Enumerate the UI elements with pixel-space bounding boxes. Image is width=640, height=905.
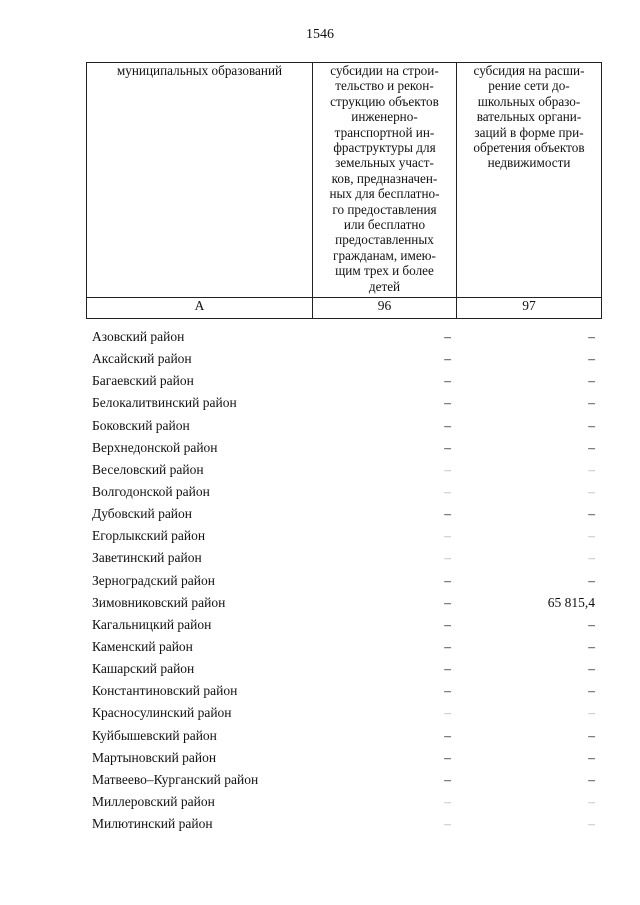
table-row [86, 525, 601, 547]
row-value-97: – [588, 329, 595, 344]
header-col-municipality [87, 63, 313, 298]
row-value-97: – [588, 506, 595, 522]
row-value-97: – [588, 661, 595, 677]
row-name: Миллеровский район [92, 793, 215, 809]
row-name: Зимовниковский район [92, 594, 226, 610]
row-name: Боковский район [92, 417, 190, 433]
row-name: Азовский район [92, 329, 185, 344]
row-value-96: – [444, 395, 451, 411]
table-row [86, 326, 601, 348]
row-name: Куйбышевский район [92, 727, 217, 743]
row-value-96: – [444, 771, 451, 787]
table-row [86, 370, 601, 392]
row-value-96: – [444, 661, 451, 677]
row-value-97: – [588, 727, 595, 743]
header-col-97 [457, 63, 602, 298]
row-value-97: – [588, 572, 595, 588]
row-value-97: – [588, 461, 595, 477]
row-value-96: – [444, 572, 451, 588]
row-value-96: – [444, 417, 451, 433]
row-value-96: – [444, 351, 451, 367]
row-value-96: – [444, 373, 451, 389]
table-row [86, 614, 601, 636]
row-value-97: – [588, 395, 595, 411]
table-row [86, 636, 601, 658]
page-number: 1546 [306, 27, 334, 42]
row-name: Кагальницкий район [92, 616, 212, 632]
row-value-97: – [588, 771, 595, 787]
row-value-97: – [588, 638, 595, 654]
row-value-96: – [444, 749, 451, 765]
row-value-96: – [444, 727, 451, 743]
column-number-row [87, 298, 602, 319]
row-value-96: – [444, 506, 451, 522]
row-value-96: – [444, 528, 451, 544]
row-value-97: – [588, 749, 595, 765]
table-row [86, 813, 601, 835]
row-value-97: 65 815,4 [547, 594, 595, 610]
table-row [86, 547, 601, 569]
row-name: Зерноградский район [92, 572, 215, 588]
row-value-96: – [444, 483, 451, 499]
table-body [86, 326, 601, 835]
header-col-97-label: субсидия на расши- рение сети до- школьных образо- вательных органи- заций в форме при- обретения объектов недвижимости [473, 63, 585, 171]
row-value-97: – [588, 439, 595, 455]
table-row [86, 392, 601, 414]
table-row [86, 658, 601, 680]
table-row [86, 725, 601, 747]
row-value-97: – [588, 417, 595, 433]
row-name: Верхнедонской район [92, 439, 218, 455]
header-col-96 [313, 63, 457, 298]
table-row [86, 702, 601, 724]
row-value-97: – [588, 550, 595, 566]
header-col-96-label: субсидии на строи- тельство и рекон- струкцию объектов инженерно- транспортной ин- фраструктуры для земельных участ- ков, предназначен- ных для бесплатно- го предоставления или бесплатно предоставленных гражданам, имею- щим трех и более детей [329, 63, 440, 294]
row-value-97: – [588, 683, 595, 699]
table-row [86, 415, 601, 437]
table-row [86, 592, 601, 614]
table-row [86, 437, 601, 459]
table-row [86, 348, 601, 370]
table-row [86, 791, 601, 813]
row-name: Красносулинский район [92, 705, 232, 721]
row-value-97: – [588, 351, 595, 367]
table-row [86, 503, 601, 525]
row-value-97: – [588, 816, 595, 832]
row-value-97: – [588, 793, 595, 809]
row-value-96: – [444, 638, 451, 654]
table-row [86, 481, 601, 503]
column-number-a: А [87, 298, 313, 319]
row-name: Каменский район [92, 638, 193, 654]
header-row [87, 63, 602, 298]
row-value-97: – [588, 483, 595, 499]
row-value-96: – [444, 550, 451, 566]
row-name: Веселовский район [92, 461, 204, 477]
row-value-96: – [444, 616, 451, 632]
row-name: Аксайский район [92, 351, 192, 367]
row-value-96: – [444, 816, 451, 832]
row-name: Кашарский район [92, 661, 195, 677]
column-number-96: 96 [313, 298, 457, 319]
row-value-96: – [444, 329, 451, 344]
table-row [86, 680, 601, 702]
column-number-97: 97 [457, 298, 602, 319]
table-row [86, 570, 601, 592]
table-header [86, 62, 602, 319]
row-name: Матвеево–Курганский район [92, 771, 259, 787]
row-name: Белокалитвинский район [92, 395, 237, 411]
row-value-96: – [444, 439, 451, 455]
table-row [86, 747, 601, 769]
row-value-97: – [588, 616, 595, 632]
row-value-96: – [444, 705, 451, 721]
row-name: Константиновский район [92, 683, 238, 699]
table-row [86, 769, 601, 791]
row-value-97: – [588, 528, 595, 544]
row-name: Волгодонской район [92, 483, 210, 499]
row-name: Багаевский район [92, 373, 194, 389]
table-row [86, 459, 601, 481]
row-value-96: – [444, 594, 451, 610]
row-name: Мартыновский район [92, 749, 217, 765]
row-name: Егорлыкский район [92, 528, 206, 544]
row-name: Милютинский район [92, 816, 213, 832]
row-name: Заветинский район [92, 550, 202, 566]
row-value-96: – [444, 461, 451, 477]
header-col-municipality-label: муниципальных образований [116, 63, 283, 78]
row-value-96: – [444, 683, 451, 699]
row-value-97: – [588, 705, 595, 721]
row-value-96: – [444, 793, 451, 809]
row-value-97: – [588, 373, 595, 389]
row-name: Дубовский район [92, 506, 193, 522]
